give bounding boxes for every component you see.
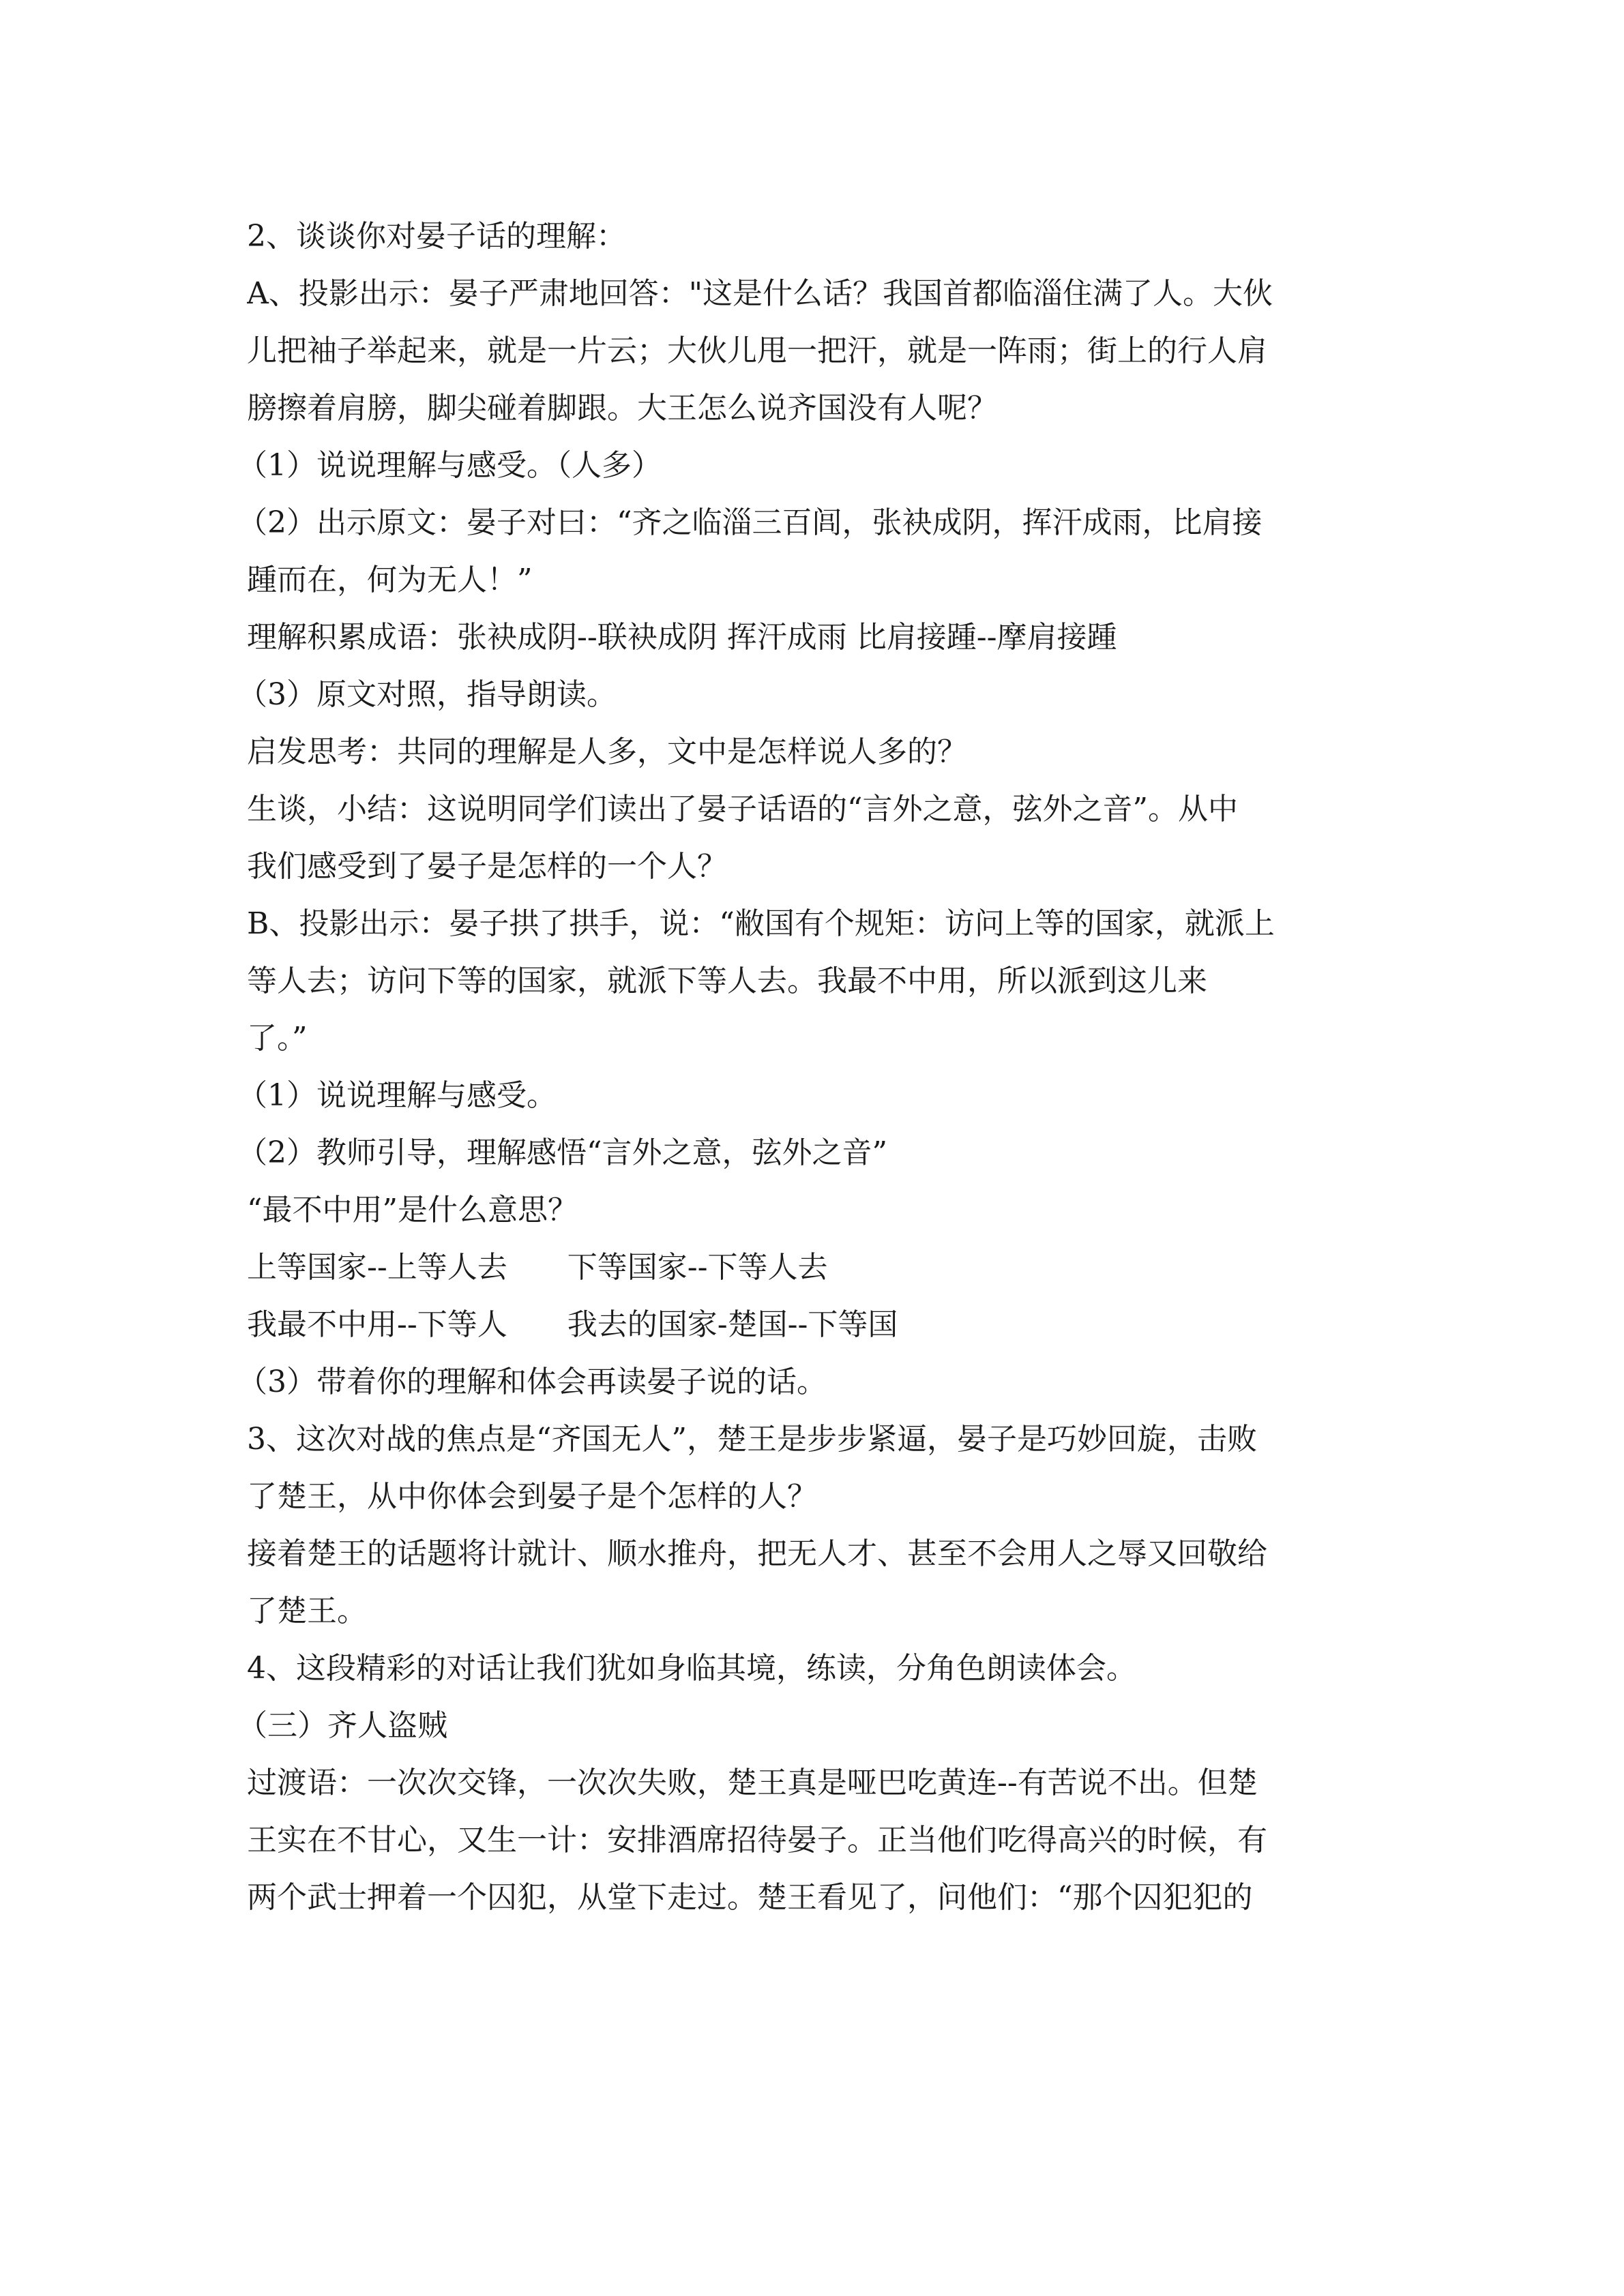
text-line: B、投影出示：晏子拱了拱手，说：“敝国有个规矩：访问上等的国家，就派上 — [247, 906, 1275, 941]
text-line: 理解积累成语：张袂成阴--联袂成阴 挥汗成雨 比肩接踵--摩肩接踵 — [247, 620, 1117, 655]
text-line: 生谈，小结：这说明同学们读出了晏子话语的“言外之意，弦外之音”。从中 — [247, 792, 1238, 826]
text-line: 上等国家--上等人去 下等国家--下等人去 — [247, 1250, 828, 1285]
text-line: 两个武士押着一个囚犯，从堂下走过。楚王看见了，问他们：“那个囚犯犯的 — [247, 1880, 1253, 1915]
text-line: 儿把袖子举起来，就是一片云；大伙儿甩一把汗，就是一阵雨；街上的行人肩 — [247, 333, 1267, 368]
text-line: 等人去；访问下等的国家，就派下等人去。我最不中用，所以派到这儿来 — [247, 964, 1207, 998]
text-line: 3、这次对战的焦点是“齐国无人”，楚王是步步紧逼，晏子是巧妙回旋，击败 — [247, 1422, 1257, 1457]
text-line: “最不中用”是什么意思？ — [247, 1193, 578, 1227]
text-line: 了楚王，从中你体会到晏子是个怎样的人？ — [247, 1479, 817, 1514]
text-line: 4、这段精彩的对话让我们犹如身临其境，练读，分角色朗读体会。 — [247, 1651, 1136, 1686]
document-body — [237, 208, 1393, 1926]
text-line: 过渡语：一次次交锋，一次次失败，楚王真是哑巴吃黄连--有苦说不出。但楚 — [247, 1765, 1258, 1800]
text-line: 我们感受到了晏子是怎样的一个人？ — [247, 849, 727, 884]
text-line: 启发思考：共同的理解是人多，文中是怎样说人多的？ — [247, 734, 967, 769]
text-line: 了。” — [247, 1021, 308, 1056]
text-line: 王实在不甘心，又生一计：安排酒席招待晏子。正当他们吃得高兴的时候，有 — [247, 1823, 1267, 1858]
text-line: A、投影出示：晏子严肃地回答："这是什么话？我国首都临淄住满了人。大伙 — [247, 276, 1273, 311]
text-line: （1）说说理解与感受。（人多） — [237, 448, 662, 483]
text-line: 踵而在，何为无人！” — [247, 563, 533, 597]
text-line: （2）教师引导，理解感悟“言外之意，弦外之音” — [237, 1135, 887, 1170]
text-line: （3）带着你的理解和体会再读晏子说的话。 — [237, 1365, 827, 1399]
text-line: 我最不中用--下等人 我去的国家-楚国--下等国 — [247, 1307, 898, 1342]
text-line: 2、谈谈你对晏子话的理解： — [247, 219, 626, 254]
text-line: （1）说说理解与感受。 — [237, 1078, 557, 1113]
section-heading: （三）齐人盗贼 — [237, 1708, 447, 1743]
text-line: （2）出示原文：晏子对曰：“齐之临淄三百闾，张袂成阴，挥汗成雨，比肩接 — [237, 505, 1263, 540]
text-line: 了楚王。 — [247, 1594, 367, 1628]
text-line: （3）原文对照，指导朗读。 — [237, 677, 617, 712]
text-line: 接着楚王的话题将计就计、顺水推舟，把无人才、甚至不会用人之辱又回敬给 — [247, 1536, 1267, 1571]
text-line: 膀擦着肩膀，脚尖碰着脚跟。大王怎么说齐国没有人呢？ — [247, 391, 997, 426]
